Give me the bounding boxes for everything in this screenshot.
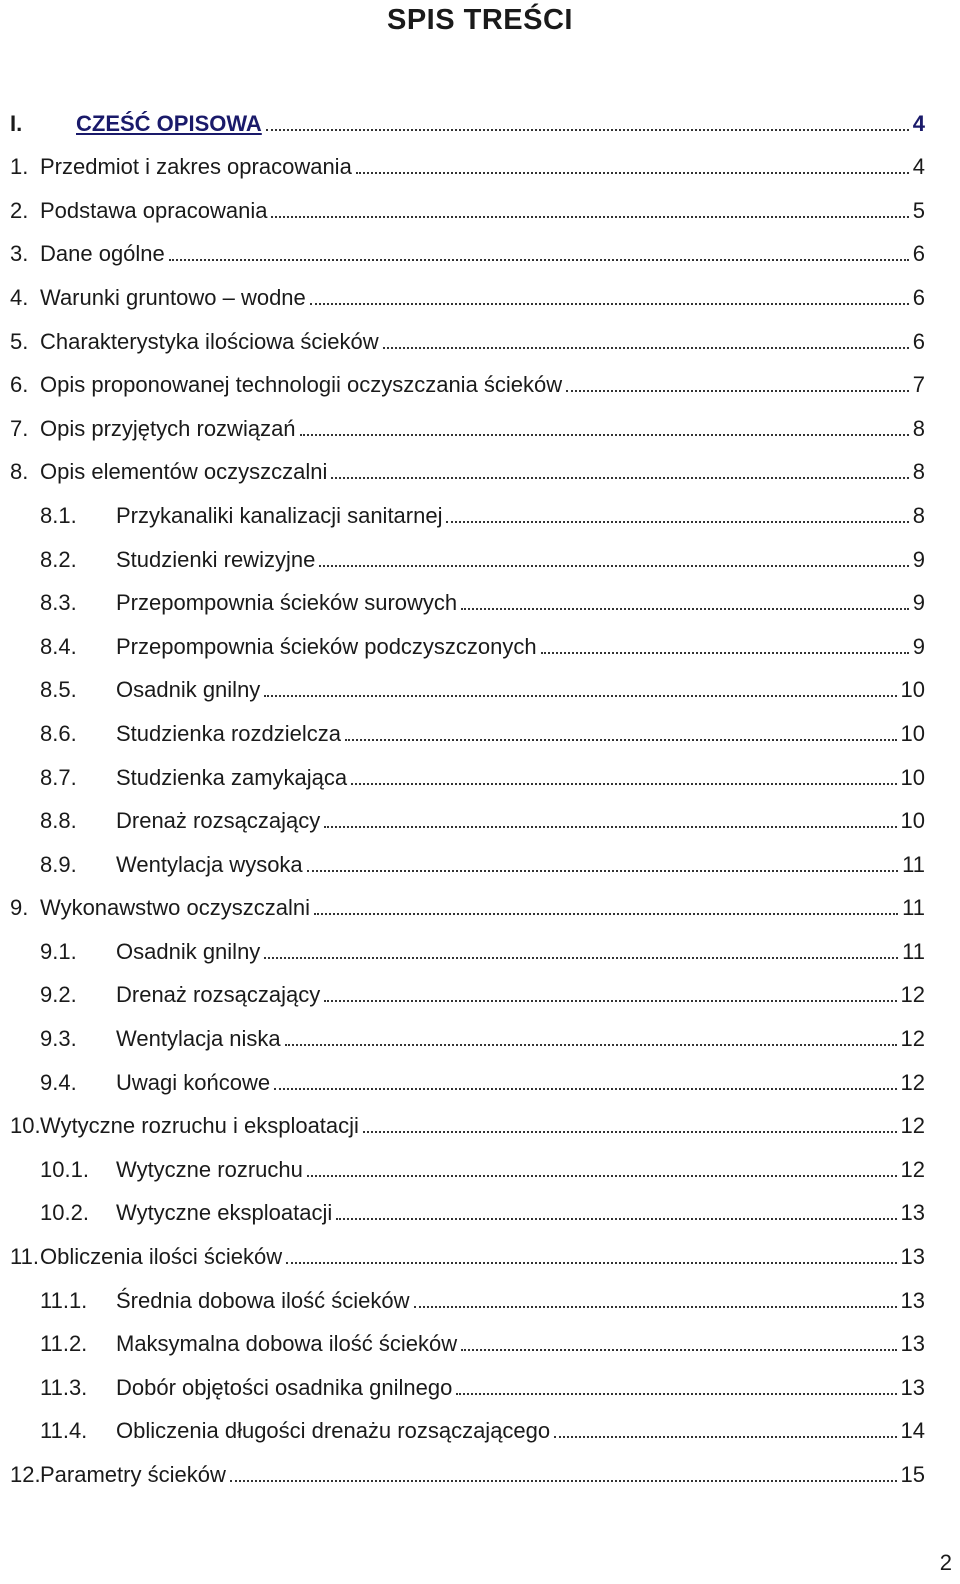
toc-entry-title[interactable]: Opis przyjętych rozwiązań <box>40 415 296 441</box>
toc-entry[interactable] <box>10 311 925 355</box>
toc-entry[interactable] <box>10 1444 925 1488</box>
toc-entry-title[interactable]: Obliczenia ilości ścieków <box>40 1244 283 1270</box>
toc-entry[interactable] <box>10 398 925 442</box>
toc-dot-leader <box>271 216 908 218</box>
toc-entry-page: 4 <box>912 154 925 180</box>
toc-entry-title[interactable]: Wytyczne rozruchu <box>116 1156 303 1182</box>
toc-entry-page: 7 <box>912 372 925 398</box>
toc-dot-leader <box>286 1262 896 1264</box>
toc-entry-number: 9.3. <box>40 1026 77 1052</box>
toc-entry-number: 11.2. <box>40 1331 88 1357</box>
toc-entry-number: 8.6. <box>40 720 77 746</box>
toc-entry-page: 11 <box>902 895 925 921</box>
toc-entry[interactable] <box>10 616 925 660</box>
toc-entry-title[interactable]: Przepompownia ścieków surowych <box>116 590 458 616</box>
toc-entry-title[interactable]: Obliczenia długości drenażu rozsączającego <box>116 1418 551 1444</box>
toc-entry[interactable] <box>10 878 925 922</box>
toc-entry[interactable] <box>10 180 925 224</box>
toc-dot-leader <box>285 1044 897 1046</box>
page-number: 2 <box>939 1550 952 1575</box>
toc-dot-leader <box>230 1480 897 1482</box>
toc-entry-page: 12 <box>900 1069 925 1095</box>
toc-entry[interactable] <box>10 355 925 399</box>
toc-entry-number: 10. <box>10 1113 41 1139</box>
toc-dot-leader <box>383 347 909 349</box>
toc-entry-title[interactable]: Warunki gruntowo – wodne <box>40 284 306 310</box>
toc-entry-page: 12 <box>900 982 925 1008</box>
toc-entry-title[interactable]: Maksymalna dobowa ilość ścieków <box>116 1331 458 1357</box>
toc-entry-title[interactable]: Przedmiot i zakres opracowania <box>40 154 352 180</box>
toc-entry-title[interactable]: Wytyczne eksploatacji <box>116 1200 333 1226</box>
toc-entry-title[interactable]: Opis elementów oczyszczalni <box>40 459 328 485</box>
toc-entry-page: 15 <box>900 1462 925 1487</box>
toc-entry[interactable] <box>10 1052 925 1096</box>
toc-dot-leader <box>356 172 909 174</box>
toc-dot-leader <box>456 1393 896 1395</box>
toc-entry-title[interactable]: Studzienki rewizyjne <box>116 546 316 572</box>
toc-entry[interactable] <box>10 1226 925 1270</box>
toc-dot-leader <box>274 1088 896 1090</box>
toc-entry-title[interactable]: Podstawa opracowania <box>40 197 268 223</box>
toc-dot-leader <box>324 1000 896 1002</box>
toc-entry-page: 13 <box>900 1331 925 1357</box>
toc-entry-number: 2. <box>10 197 29 223</box>
toc-entry-page: 9 <box>912 590 925 616</box>
toc-entry[interactable] <box>10 1139 925 1183</box>
toc-entry[interactable] <box>10 485 925 529</box>
toc-entry-number: 9.1. <box>40 938 77 964</box>
toc-dot-leader <box>541 652 909 654</box>
toc-dot-leader <box>554 1436 896 1438</box>
toc-entry-page: 6 <box>912 284 925 310</box>
toc-entry-number: 8.7. <box>40 764 77 790</box>
toc-entry[interactable] <box>10 573 925 617</box>
toc-entry-number: 8. <box>10 459 29 485</box>
toc-dot-leader <box>300 434 909 436</box>
toc-entry-page: 10 <box>900 764 925 790</box>
toc-entry-number: 8.1. <box>40 502 77 528</box>
toc-entry-number: 8.5. <box>40 677 77 703</box>
toc-dot-leader <box>307 870 898 872</box>
toc-dot-leader <box>345 739 897 741</box>
toc-dot-leader <box>461 608 909 610</box>
toc-entry[interactable] <box>10 224 925 268</box>
toc-entry[interactable] <box>10 660 925 704</box>
toc-dot-leader <box>336 1218 896 1220</box>
toc-entry-title[interactable]: Przepompownia ścieków podczyszczonych <box>116 633 537 659</box>
toc-entry-number: 11.3. <box>40 1374 88 1400</box>
toc-entry-title[interactable]: Przykanaliki kanalizacji sanitarnej <box>116 502 443 528</box>
toc-entry[interactable] <box>10 921 925 965</box>
toc-entry-title[interactable]: Studzienka rozdzielcza <box>116 720 342 746</box>
toc-entry-page: 13 <box>900 1374 925 1400</box>
toc-entry-number: I. <box>10 110 23 136</box>
toc-entry-title[interactable]: Uwagi końcowe <box>116 1069 271 1095</box>
toc-entry-number: 10.1. <box>40 1156 89 1182</box>
toc-entry-number: 11. <box>10 1244 39 1270</box>
toc-entry[interactable] <box>10 93 925 137</box>
toc-entry-page: 8 <box>912 459 925 485</box>
toc-dot-leader <box>446 521 908 523</box>
toc-entry-number: 8.4. <box>40 633 77 659</box>
toc-entry-title[interactable]: Wytyczne rozruchu i eksploatacji <box>40 1113 359 1139</box>
toc-entry-page: 11 <box>902 938 925 964</box>
page-title: SPIS TREŚCI <box>387 4 573 36</box>
toc-entry-number: 8.9. <box>40 851 77 877</box>
toc-entry-number: 8.2. <box>40 546 77 572</box>
toc-entry-title[interactable]: Charakterystyka ilościowa ścieków <box>40 328 379 354</box>
toc-entry-number: 10.2. <box>40 1200 89 1226</box>
toc-dot-leader <box>266 129 909 131</box>
toc-entry-number: 9.2. <box>40 982 77 1008</box>
toc-entry-title[interactable]: Opis proponowanej technologii oczyszczania ścieków <box>40 372 563 398</box>
toc-entry[interactable] <box>10 834 925 878</box>
toc-entry[interactable] <box>10 1008 925 1052</box>
toc-entry-number: 7. <box>10 415 29 441</box>
toc-dot-leader <box>331 477 908 479</box>
toc-entry-page: 10 <box>900 720 925 746</box>
toc-dot-leader <box>307 1175 897 1177</box>
toc-entry-page: 9 <box>912 546 925 572</box>
toc-dot-leader <box>319 565 908 567</box>
toc-entry-page: 6 <box>912 241 925 267</box>
toc-entry-title[interactable]: Drenaż rozsączający <box>116 982 321 1008</box>
toc-entry[interactable] <box>10 529 925 573</box>
toc-entry[interactable] <box>10 267 925 311</box>
toc-dot-leader <box>314 913 898 915</box>
toc-dot-leader <box>461 1349 896 1351</box>
toc-entry-title[interactable]: Wentylacja niska <box>116 1026 281 1052</box>
toc-entry-title[interactable]: Osadnik gnilny <box>116 677 261 703</box>
toc-entry-page: 14 <box>900 1418 925 1444</box>
toc-entry-title[interactable]: Parametry ścieków <box>40 1462 226 1487</box>
toc-dot-leader <box>324 826 896 828</box>
toc-entry-page: 5 <box>912 197 925 223</box>
toc-entry[interactable] <box>10 1096 925 1140</box>
toc-entry-number: 8.3. <box>40 590 77 616</box>
toc-entry-page: 4 <box>912 110 925 136</box>
toc-entry[interactable] <box>10 442 925 486</box>
toc-entry-number: 12. <box>10 1462 41 1487</box>
toc-entry[interactable] <box>10 965 925 1009</box>
toc-entry-title[interactable]: Studzienka zamykająca <box>116 764 348 790</box>
toc-entry-number: 11.1. <box>40 1287 88 1313</box>
toc-entry[interactable] <box>10 1270 925 1314</box>
toc-dot-leader <box>264 957 898 959</box>
toc-entry-title[interactable]: Wentylacja wysoka <box>116 851 303 877</box>
toc-entry-page: 8 <box>912 415 925 441</box>
toc-entry-page: 11 <box>902 851 925 877</box>
toc-dot-leader <box>363 1131 897 1133</box>
toc-entry-page: 9 <box>912 633 925 659</box>
toc-entry[interactable] <box>10 1357 925 1401</box>
toc-entry-title[interactable]: Osadnik gnilny <box>116 938 261 964</box>
toc-entry-page: 10 <box>900 808 925 834</box>
toc-entry-title[interactable]: Średnia dobowa ilość ścieków <box>116 1287 410 1313</box>
toc-entry[interactable] <box>10 1401 925 1445</box>
toc-entry-page: 12 <box>900 1156 925 1182</box>
toc-entry[interactable] <box>10 137 925 181</box>
toc-entry-number: 1. <box>10 154 29 180</box>
toc-entry-number: 8.8. <box>40 808 77 834</box>
toc-entry-title[interactable]: CZEŚĆ OPISOWA <box>76 110 262 136</box>
toc-dot-leader <box>310 303 909 305</box>
toc-entry-page: 13 <box>900 1200 925 1226</box>
toc-entry-page: 12 <box>900 1026 925 1052</box>
toc-entry-page: 13 <box>900 1287 925 1313</box>
toc-dot-leader <box>264 695 896 697</box>
toc-entry-number: 6. <box>10 372 29 398</box>
toc-entry-title[interactable]: Wykonawstwo oczyszczalni <box>40 895 310 921</box>
toc-entry-page: 13 <box>900 1244 925 1270</box>
toc-entry-number: 9.4. <box>40 1069 77 1095</box>
toc-entry[interactable] <box>10 791 925 835</box>
toc-entry-page: 12 <box>900 1113 925 1139</box>
toc-entry-number: 11.4. <box>40 1418 88 1444</box>
toc-entry-title[interactable]: Dane ogólne <box>40 241 165 267</box>
toc-entry[interactable] <box>10 747 925 791</box>
toc-dot-leader <box>566 390 909 392</box>
toc-entry-number: 4. <box>10 284 29 310</box>
toc-entry[interactable] <box>10 1183 925 1227</box>
toc-dot-leader <box>169 259 909 261</box>
toc-dot-leader <box>414 1306 897 1308</box>
toc-entry[interactable] <box>10 703 925 747</box>
toc-entry-number: 9. <box>10 895 29 921</box>
toc-entry-page: 8 <box>912 502 925 528</box>
toc-entry-number: 5. <box>10 328 29 354</box>
toc-entry-number: 3. <box>10 241 29 267</box>
table-of-contents <box>10 93 925 1488</box>
toc-entry-title[interactable]: Dobór objętości osadnika gnilnego <box>116 1374 453 1400</box>
toc-entry-title[interactable]: Drenaż rozsączający <box>116 808 321 834</box>
toc-dot-leader <box>351 783 896 785</box>
toc-entry-page: 10 <box>900 677 925 703</box>
toc-entry[interactable] <box>10 1314 925 1358</box>
toc-entry-page: 6 <box>912 328 925 354</box>
